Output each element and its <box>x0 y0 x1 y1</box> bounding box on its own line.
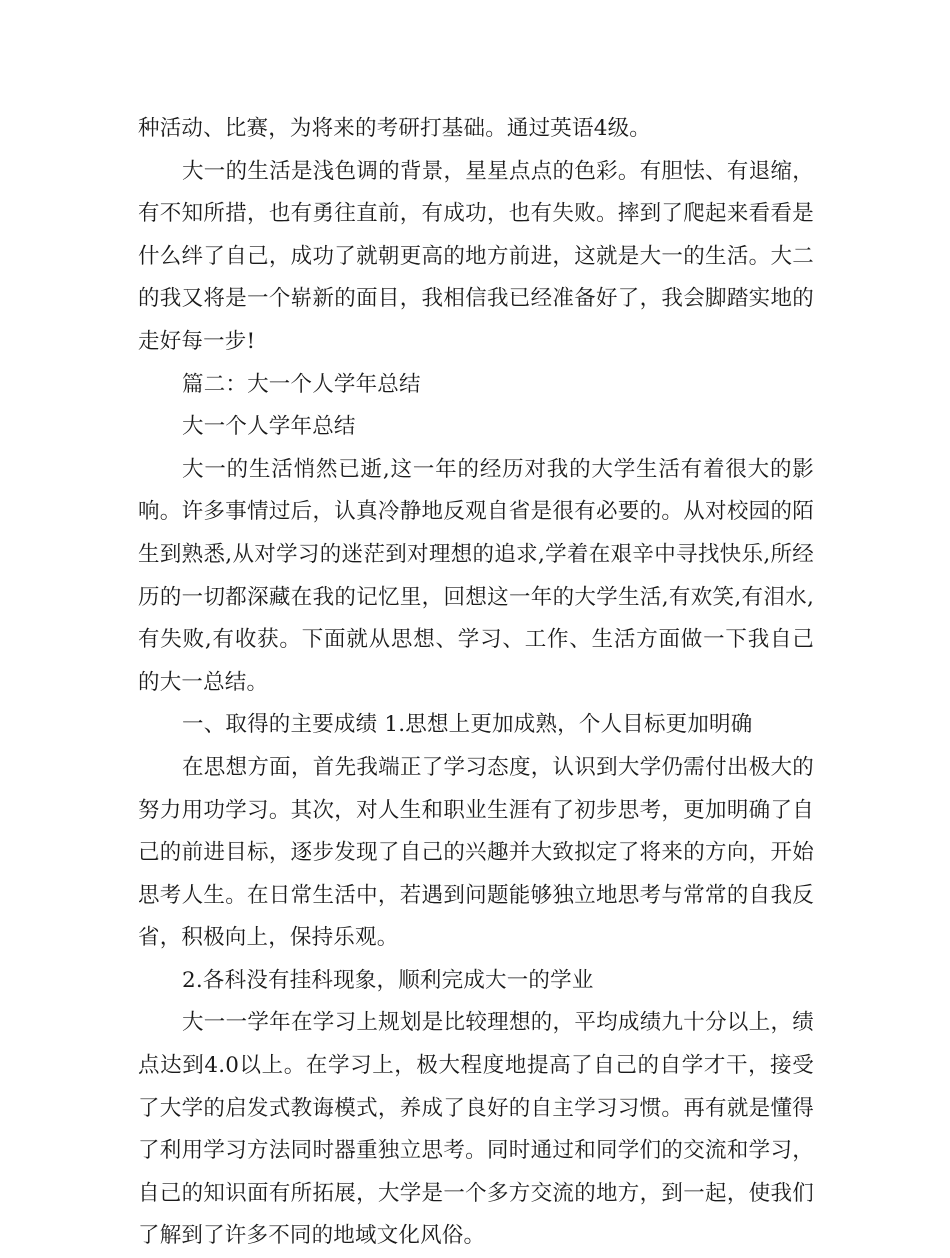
paragraph-academics: 大一一学年在学习上规划是比较理想的，平均成绩九十分以上，绩点达到4.0以上。在学习上，极大程度地提高了自己的自学才干，接受了大学的启发式教诲模式，养成了良好的自主学习习惯。再有就是懂得了利用学习方法同时器重独立思考。同时通过和同学们的交流和学习，自己的知识面有所拓展，大学是一个多方交流的地方，到一起，使我们了解到了许多不同的地域文化风俗。 <box>138 1010 814 1249</box>
subheading-academics: 2.各科没有挂科现象，顺利完成大一的学业 <box>182 967 594 993</box>
subheading-achievements: 一、取得的主要成绩 1.思想上更加成熟，个人目标更加明确 <box>182 712 753 738</box>
section-heading-part-two: 篇二：大一个人学年总结 <box>182 371 421 397</box>
paragraph-2: 大一的生活是浅色调的背景，星星点点的色彩。有胆怯、有退缩，有不知所措，也有勇往直前，有成功，也有失败。摔到了爬起来看看是什么绊了自己，成功了就朝更高的地方前进，这就是大一的生活。大二的我又将是一个崭新的面目，我相信我已经准备好了，我会脚踏实地的走好每一步! <box>138 158 814 354</box>
document-body <box>138 108 814 1258</box>
paragraph-thoughts: 在思想方面，首先我端正了学习态度，认识到大学仍需付出极大的努力用功学习。其次，对人生和职业生涯有了初步思考，更加明确了自己的前进目标，逐步发现了自己的兴趣并大致拟定了将来的方向，开始思考人生。在日常生活中，若遇到问题能够独立地思考与常常的自我反省，积极向上，保持乐观。 <box>138 754 814 951</box>
section-title: 大一个人学年总结 <box>182 414 356 440</box>
paragraph-1: 种活动、比赛，为将来的考研打基础。通过英语4级。 <box>138 116 651 141</box>
paragraph-intro: 大一的生活悄然已逝,这一年的经历对我的大学生活有着很大的影响。许多事情过后，认真冷静地反观自省是很有必要的。从对校园的陌生到熟悉,从对学习的迷茫到对理想的追求,学着在艰辛中寻找快乐,所经历的一切都深藏在我的记忆里，回想这一年的大学生活,有欢笑,有泪水,有失败,有收获。下面就从思想、学习、工作、生活方面做一下我自己的大一总结。 <box>138 456 814 695</box>
